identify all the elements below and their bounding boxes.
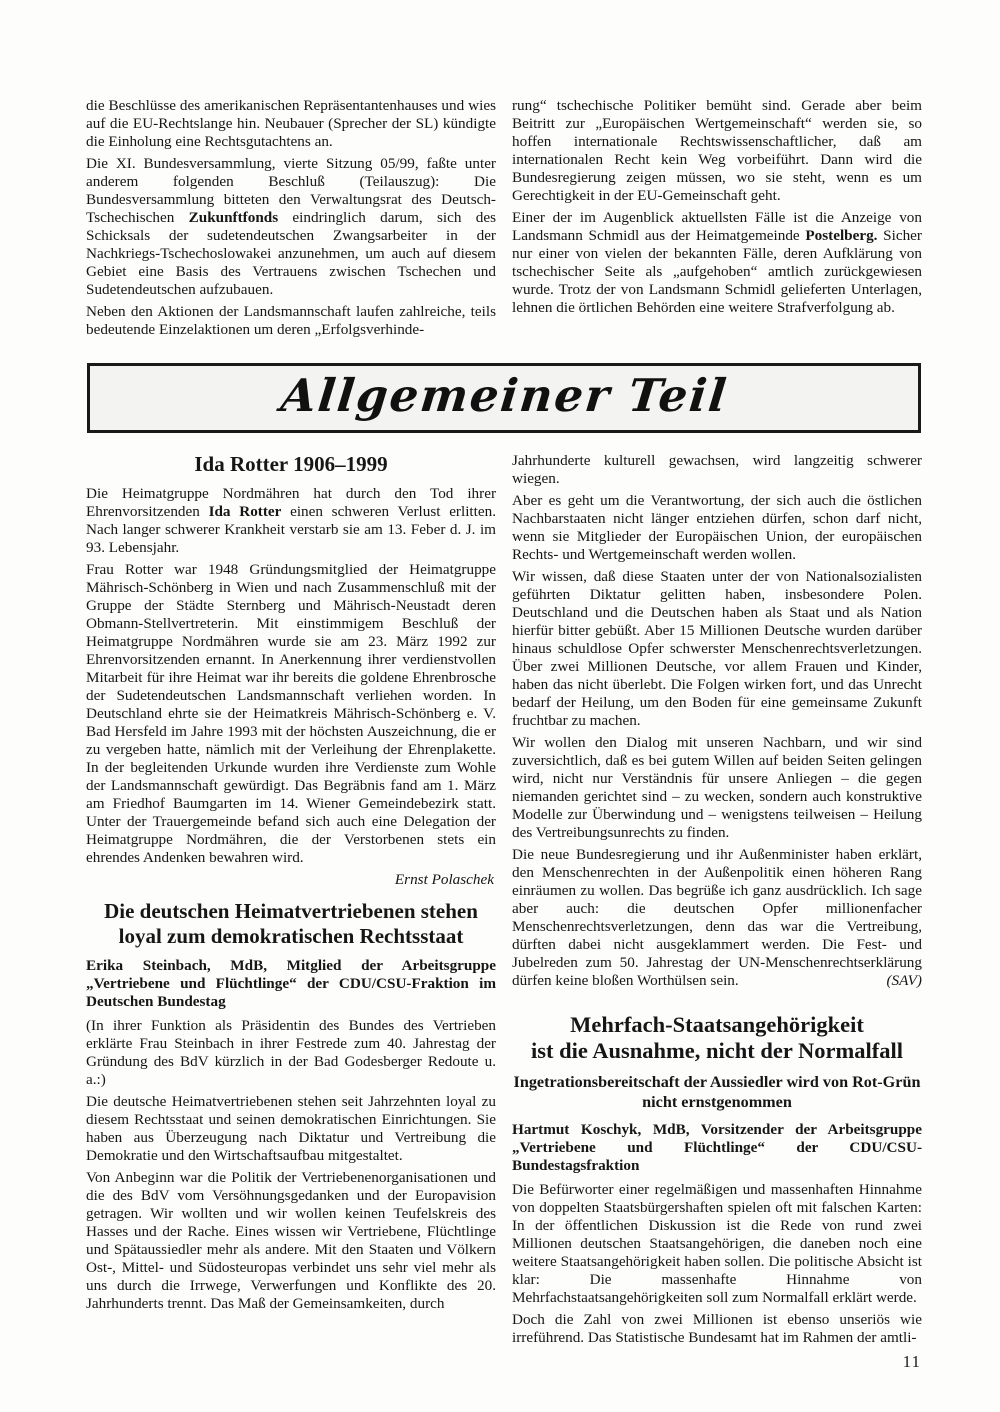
article-ida-rotter-body: [86, 485, 496, 867]
text-run: Aber es geht um die Verantwortung, der sich auch die östlichen Nachbarstaaten nicht länger entziehen dürfen, schon darf nicht, wenn sie Mitglieder der Europäischen Union, der europäischen Rechts- und Wertgemeinschaft werden wollen.: [512, 492, 922, 563]
article-title-ida-rotter: Ida Rotter 1906–1999: [194, 452, 388, 476]
text-run: (In ihrer Funktion als Präsidentin des Bundes des Vertrieben erklärte Frau Steinbach in ihrer Festrede zum 40. Jahrestag der Gründung des BdV kürzlich in der Bad Godesberger Redoute u. a.:): [86, 1017, 496, 1088]
text-run: Doch die Zahl von zwei Millionen ist ebenso unseriös wie irreführend. Das Statistische Bundesamt hat im Rahmen der amtli-: [512, 1311, 922, 1346]
paragraph: [512, 568, 922, 730]
paragraph: [86, 957, 496, 1011]
text-run: Frau Rotter war 1948 Gründungsmitglied der Heimatgruppe Mährisch-Schönberg in Wien und nach Zusammenschluß mit der Gruppe der Städte Sternberg und Mährisch-Neustadt deren Obmann-Stellvertreterin. Mit einstimmigem Beschluß der Heimatgruppe Nordmähren wurde sie am 23. März 1992 zur Ehrenvorsitzenden ernannt. In Anerkennung ihrer verdienstvollen Mitarbeit für ihre Heimat war ihr bereits die goldene Ehrenbrosche der Sudetendeutschen Landsmannschaft verliehen worden. In Deutschland ehrte sie der Heimatkreis Mährisch-Schönberg e. V. Bad Hersfeld im Jahre 1993 mit der höchsten Auszeichnung, die er zu vergeben hatte, nämlich mit der Verleihung der Ehrenplakette. In der begleitenden Urkunde wurden ihre Verdienste zum Wohle der Landsmannschaft gewürdigt. Das Begräbnis fand am 1. März am Friedhof Baumgarten im 14. Wiener Gemeindebezirk statt. Unter der Trauergemeinde befand sich auch eine Delegation der Heimatgruppe Nordmähren, die der Verstorbenen stets ein ehrendes Andenken bewahren wird.: [86, 561, 496, 866]
paragraph: [86, 303, 496, 339]
text-run: Wir wollen den Dialog mit unseren Nachbarn, und wir sind zuversichtlich, daß es bei gutem Willen auf beiden Seiten gelingen wird, nicht nur Verständnis für unsere Anliegen – die gegen niemanden gerichtet sind – zu wecken, sondern auch konstruktive Modelle zur Überwindung und – wenigstens teilweisen – Heilung des Vertreibungsunrechts zu finden.: [512, 734, 922, 841]
text-run: Die XI. Bundesversammlung, vierte Sitzung 05/99, faßte unter anderem folgenden Beschluß (Teilauszug): Die Bundesversammlung bitteten den Verwaltungsrat des Deutsch-Tschechischen: [86, 155, 496, 226]
article-koschyk-body: [512, 1121, 922, 1347]
paragraph: [512, 1121, 922, 1175]
page-number: 11: [902, 1352, 921, 1371]
page-content: [86, 97, 922, 1351]
paragraph: [86, 97, 496, 151]
italic-run: (SAV): [886, 972, 922, 989]
paragraph: [512, 97, 922, 205]
paragraph: [512, 1311, 922, 1347]
text-run: Die deutsche Heimatvertriebenen stehen seit Jahrzehnten loyal zu diesem Rechtsstaat und seinen demokratischen Einrichtungen. Sie haben aus Überzeugung nach Diktatur und Vertreibung die Demokratie und den Wirtschaftsaufbau mitgestaltet.: [86, 1093, 496, 1164]
bold-run: Postelberg.: [805, 227, 878, 244]
lower-right-column: [512, 452, 922, 1351]
text-run: einen schweren Verlust erlitten. Nach langer schwerer Krankheit verstarb sie am 13. Feber d. J. im 93. Lebensjahr.: [86, 503, 496, 556]
text-run: Wir wissen, daß diese Staaten unter der von Nationalsozialisten geführten Diktatur gelitten haben, insbesondere Polen. Deutschland und die Deutschen haben als Staat und als Nation hierfür bitter gebüßt. Aber 15 Millionen Deutsche wurden darüber hinaus schuldlose Opfer schwerster Menschenrechtsverletzungen. Über zwei Millionen Deutsche, vor allem Frauen und Kinder, haben das nicht überlebt. Die Folgen wirken fort, und das Unrecht bedarf der Heilung, um den Boden für eine gemeinsame Zukunft fruchtbar zu machen.: [512, 568, 922, 729]
text-run: Sicher nur einer von vielen der bekannten Fälle, deren Aufklärung von tschechischer Seite als „aufgehoben“ amtlich zurückgewiesen wurde. Trotz der von Landsmann Schmidl gelieferten Unterlagen, lehnen die örtlichen Behörden eine weitere Strafverfolgung ab.: [512, 227, 922, 316]
text-run: die Beschlüsse des amerikanischen Repräsentantenhauses und wies auf die EU-Rechtslange hin. Neubauer (Sprecher der SL) kündigte die Einholung eine Rechtsgutachtens an.: [86, 97, 496, 150]
bold-run: Ida Rotter: [208, 503, 282, 520]
paragraph: [86, 155, 496, 299]
top-left-column: [86, 97, 496, 343]
article-title-line-2: loyal zum demokratischen Rechtsstaat: [118, 924, 464, 948]
text-run: Die neue Bundesregierung und ihr Außenminister haben erklärt, den Menschenrechten in der Außenpolitik einen höheren Rang einräumen zu wollen. Das begrüße ich ganz ausdrücklich. Ich sage aber auch: die deutschen Opfer millionenfacher Menschenrechtsverletzungen, denn das war die Vertreibung, dürften dabei nicht ausgeklammert werden. Die Fest- und Jubelreden zum 50. Jahrestag der UN-Menschenrechtserklärung dürfen keine bloßen Worthülsen sein.: [512, 846, 922, 989]
top-columns: [86, 97, 922, 343]
article-signature: Ernst Polaschek: [394, 871, 494, 888]
text-run: eindringlich darum, sich des Schicksals der sudetendeutschen Zwangsarbeiter in der Nachkriegs-Tschechoslowakei anzunehmen, um auch auf diesem Gebiet eine Basis des Vertrauens zwischen Tschechen und Sudetendeutschen aufzubauen.: [86, 209, 496, 298]
section-banner-title: Allgemeiner Teil: [278, 368, 731, 422]
article-title-line-2: ist die Ausnahme, nicht der Normalfall: [530, 1038, 904, 1063]
text-run: Von Anbeginn war die Politik der Vertriebenenorganisationen und die des BdV vom Versöhnungsgedanken und der Europavision getragen. Wir wollten und wir wollen keinen Teufelskreis des Hasses und der Rache. Eines wissen wir Vertriebene, Flüchtlinge und Spätaussiedler mehr als andere. Mit den Staaten und Völkern Ost-, Mittel- und Südosteuropas verbindet uns sehr viel mehr als uns durch die Irrwege, Verwerfungen und Konflikte des 20. Jahrhunderts trennt. Das Maß der Gemeinsamkeiten, durch: [86, 1169, 496, 1312]
article-title-heimatvertriebene: [86, 899, 496, 949]
paragraph: [512, 452, 922, 488]
paragraph: [86, 561, 496, 867]
article-subtitle-line-2: nicht ernstgenommen: [642, 1092, 792, 1111]
text-run: Neben den Aktionen der Landsmannschaft laufen zahlreiche, teils bedeutende Einzelaktionen um deren „Erfolgsverhinde-: [86, 303, 496, 338]
article-steinbach-body: [86, 957, 496, 1313]
article-subtitle-line-1: Ingetrationsbereitschaft der Aussiedler wird von Rot-Grün: [513, 1073, 921, 1091]
article-steinbach-continuation: [512, 452, 922, 990]
text-run: Jahrhunderte kulturell gewachsen, wird langzeitig schwerer wiegen.: [512, 452, 922, 487]
lower-left-column: [86, 452, 496, 1351]
paragraph: [86, 485, 496, 557]
paragraph: [86, 1169, 496, 1313]
text-run: Erika Steinbach, MdB, Mitglied der Arbeitsgruppe „Vertriebene und Flüchtlinge“ der CDU/CSU-Fraktion im Deutschen Bundestag: [86, 957, 496, 1010]
paragraph: [86, 1093, 496, 1165]
paragraph: [512, 492, 922, 564]
top-right-column: [512, 97, 922, 343]
paragraph: [512, 734, 922, 842]
article-title-line-1: Die deutschen Heimatvertriebenen stehen: [104, 899, 478, 923]
paragraph: [512, 209, 922, 317]
text-run: Hartmut Koschyk, MdB, Vorsitzender der Arbeitsgruppe „Vertriebene und Flüchtlinge“ der CDU/CSU-Bundestagsfraktion: [512, 1121, 922, 1174]
text-run: rung“ tschechische Politiker bemüht sind. Gerade aber beim Beitritt zur „Europäischen Wertgemeinschaft“ werden sie, so hoffen internationale Rechtswissenschaftlicher, daß am internationalen Recht kein Weg vorbeiführt. Dann wird die Bundesregierung zeigen müssen, wo sie steht, wenn es um Gerechtigkeit in der EU-Gemeinschaft geht.: [512, 97, 922, 204]
bold-run: Zukunftfonds: [188, 209, 279, 226]
paragraph: [512, 1181, 922, 1307]
article-subtitle: [512, 1073, 922, 1112]
text-run: Die Heimatgruppe Nordmähren hat durch den Tod ihrer Ehrenvorsitzenden: [86, 485, 496, 520]
article-title-line-1: Mehrfach-Staatsangehörigkeit: [570, 1012, 864, 1037]
text-run: Einer der im Augenblick aktuellsten Fälle ist die Anzeige von Landsmann Schmidl aus der Heimatgemeinde: [512, 209, 922, 244]
paragraph: [86, 1017, 496, 1089]
text-run: Die Befürworter einer regelmäßigen und massenhaften Hinnahme von doppelten Staatsbürgershaften spielen oft mit falschen Karten: In der öffentlichen Diskussion ist die Rede von rund zwei Millionen deutschen Staatsangehörigen, die daneben noch eine weitere Staatsangehörigkeit haben sollen. Die politische Absicht ist klar: Die massenhafte Hinnahme von Mehrfachstaatsangehörigkeiten soll zum Normalfall erklärt werde.: [512, 1181, 922, 1306]
paragraph: [512, 846, 922, 990]
section-banner: [87, 363, 921, 433]
lower-columns: [86, 452, 922, 1351]
article-title-mehrfach-staatsangehoerigkeit: [512, 1012, 922, 1064]
